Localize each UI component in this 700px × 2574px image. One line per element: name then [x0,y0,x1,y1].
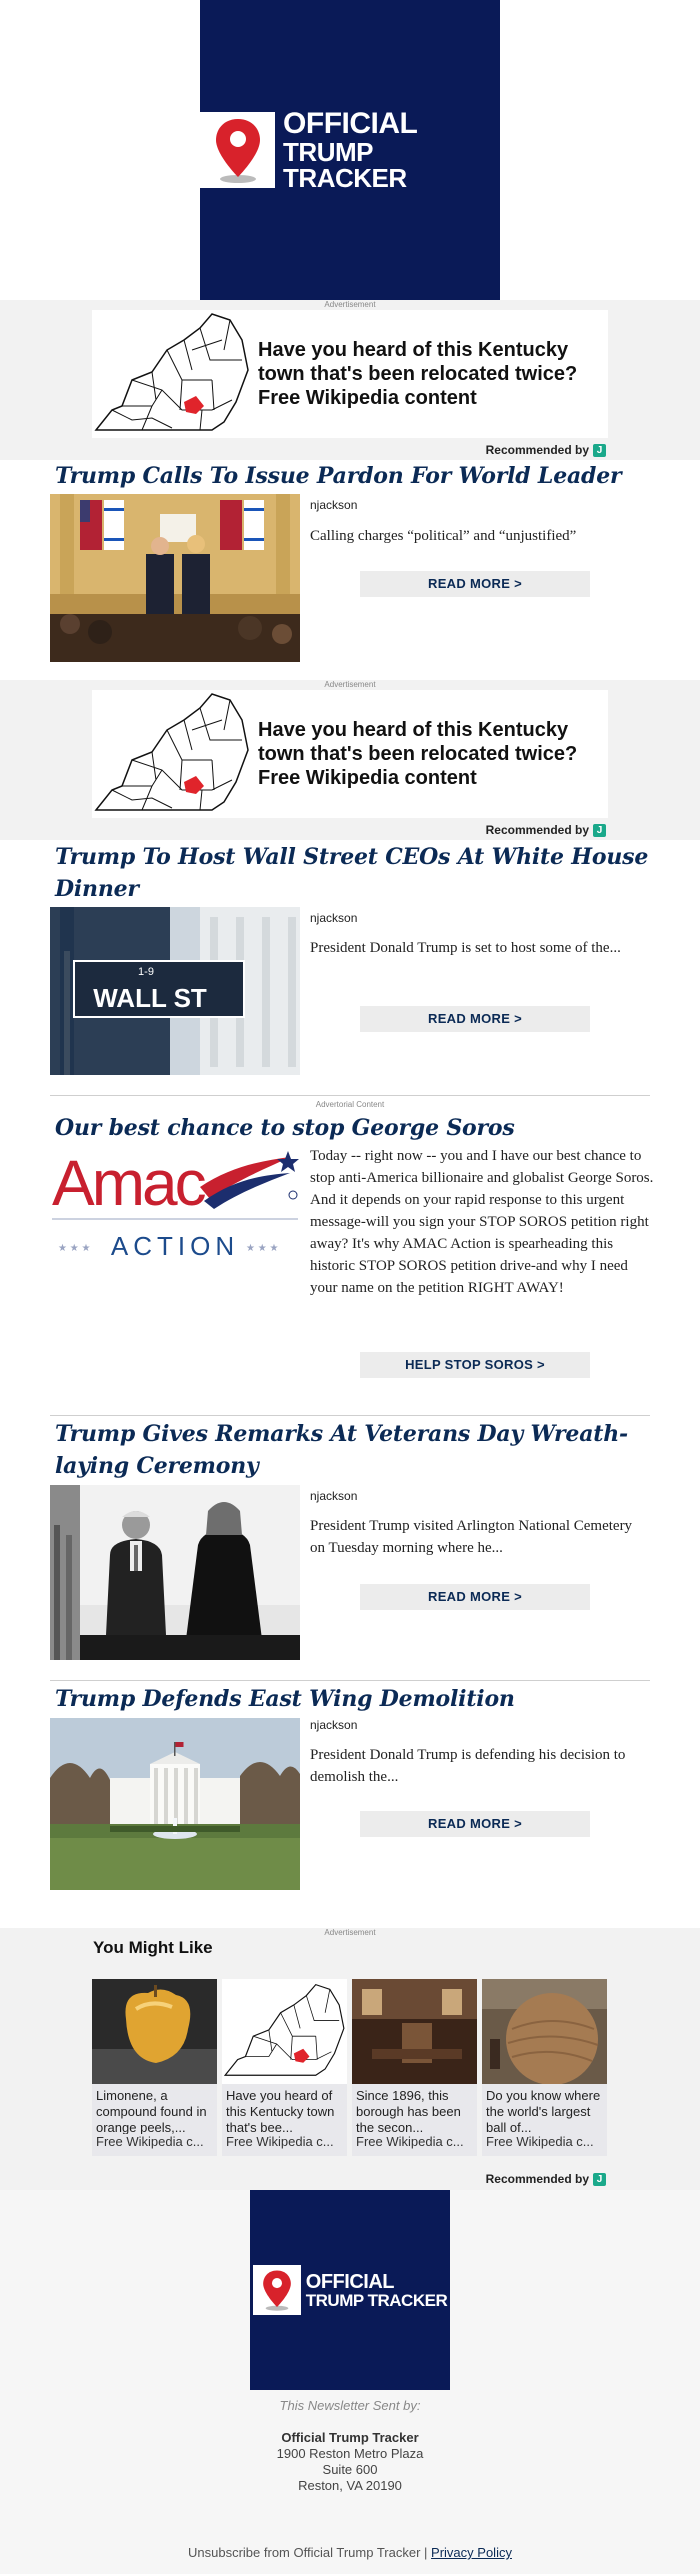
recommended-by[interactable] [486,443,606,457]
footer-links [0,2545,700,2561]
article-1 [0,460,700,680]
recommendation-source: Free Wikipedia c... [226,2134,334,2149]
map-pin-icon [253,2265,301,2315]
footer-org: Official Trump Tracker [281,2430,419,2445]
recommendation-source: Free Wikipedia c... [486,2134,594,2149]
ad-headline[interactable]: Have you heard of this Kentucky town that's been relocated twice? [258,719,578,765]
recommendation-headline: Limonene, a compound found in orange peels,... [96,2088,207,2134]
recommendation-card[interactable] [222,1979,347,2156]
ad-label: Advertisement [324,680,376,689]
advertorial-label: Advertorial Content [315,1100,385,1109]
recommendation-grid [92,1979,608,2169]
recommendation-card[interactable] [482,1979,607,2156]
ad-headline[interactable]: Have you heard of this Kentucky town that's been relocated twice? [258,339,578,385]
map-pin-icon [200,112,275,188]
article-image[interactable] [50,1718,300,1890]
article-4 [0,1680,700,1928]
article-description: President Donald Trump is defending his decision to demolish the... [310,1747,626,1785]
ad-band-2 [0,680,700,840]
recommended-by-label: Recommended by [485,823,589,837]
article-image[interactable] [50,494,300,662]
article-title[interactable]: Trump To Host Wall Street CEOs At White House Dinner [55,844,649,902]
recommendation-image [222,1979,347,2084]
article-image[interactable] [50,907,300,1075]
article-2 [0,840,700,1095]
recommended-by[interactable] [486,823,606,837]
article-description: Calling charges “political” and “unjustified” [310,528,577,544]
recommended-by-label: Recommended by [485,2172,589,2186]
article-description: President Donald Trump is set to host some of the... [310,940,621,956]
header-logo[interactable] [200,0,500,300]
recommendation-headline: Since 1896, this borough has been the secon... [356,2088,461,2134]
recommender-logo-icon: J [593,2173,606,2186]
article-3 [0,1415,700,1680]
divider [50,1680,650,1681]
street-sign-number: 1-9 [138,966,154,978]
article-author: njackson [310,911,358,925]
recommendation-source: Free Wikipedia c... [356,2134,464,2149]
promo-section [0,1095,700,1415]
divider [50,1095,650,1096]
you-might-like-title: You Might Like [93,1938,213,1957]
recommended-by[interactable] [486,2172,606,2186]
recommender-logo-icon: J [593,444,606,457]
footer-address-1: 1900 Reston Metro Plaza [276,2446,424,2461]
footer-separator: | [424,2545,428,2560]
article-title[interactable]: Trump Calls To Issue Pardon For World Leader [55,463,622,489]
kentucky-map-image [92,690,252,818]
read-more-button[interactable]: READ MORE > [360,1584,590,1610]
logo-line1: OFFICIAL [305,2270,394,2293]
read-more-button[interactable]: READ MORE > [360,1811,590,1837]
recommendation-card[interactable] [92,1979,217,2156]
promo-title[interactable]: Our best chance to stop George Soros [55,1115,515,1141]
footer-logo[interactable] [250,2190,450,2390]
recommendation-headline: Do you know where the world's largest ball of... [486,2088,601,2134]
logo-line2: TRUMP TRACKER [283,137,407,193]
ad-source: Free Wikipedia content [258,767,477,789]
svg-text:★ ★ ★: ★ ★ ★ [58,1243,91,1254]
you-might-like-section [0,1928,700,2190]
article-author: njackson [310,1718,358,1732]
recommendation-source: Free Wikipedia c... [96,2134,204,2149]
recommendation-image [352,1979,477,2084]
footer-address-3: Reston, VA 20190 [298,2478,402,2493]
article-author: njackson [310,498,358,512]
article-title[interactable]: Trump Gives Remarks At Veterans Day Wreath-laying Ceremony [55,1421,628,1479]
street-sign-text: WALL ST [93,983,207,1013]
amac-logo-action: ACTION [110,1231,240,1261]
article-author: njackson [310,1489,358,1503]
amac-logo-wordmark: Amac [52,1147,204,1219]
ad-label: Advertisement [324,1928,376,1937]
help-stop-soros-button[interactable]: HELP STOP SOROS > [360,1352,590,1378]
article-description: President Trump visited Arlington National Cemetery on Tuesday morning where he... [310,1518,633,1556]
ad-card[interactable] [92,310,608,438]
recommended-by-label: Recommended by [485,443,589,457]
amac-logo[interactable] [50,1147,300,1267]
ad-label: Advertisement [324,300,376,309]
article-image[interactable] [50,1485,300,1660]
recommendation-card[interactable] [352,1979,477,2156]
logo-line2: TRUMP TRACKER [305,2290,448,2310]
privacy-policy-link[interactable]: Privacy Policy [431,2545,512,2560]
footer-address-2: Suite 600 [322,2462,378,2477]
recommender-logo-icon: J [593,824,606,837]
logo-line1: OFFICIAL [283,107,418,140]
read-more-button[interactable]: READ MORE > [360,1006,590,1032]
svg-text:★ ★ ★: ★ ★ ★ [246,1243,279,1254]
ad-card[interactable] [92,690,608,818]
kentucky-map-image [92,310,252,438]
unsubscribe-link[interactable]: Unsubscribe from Official Trump Tracker [188,2545,421,2560]
recommendation-headline: Have you heard of this Kentucky town that's bee... [226,2088,335,2134]
promo-body: Today -- right now -- you and I have our best chance to stop anti-America billionaire and globalist George Soros. And it depends on your rapid response to this urgent message-will you sign your STOP SOROS petition right away? It's why AMAC Action is spearheading this historic STOP SOROS petition drive-and why I need your name on the petition RIGHT AWAY! [310,1148,654,1296]
recommendation-image [482,1979,607,2084]
read-more-button[interactable]: READ MORE > [360,571,590,597]
article-title[interactable]: Trump Defends East Wing Demolition [55,1686,515,1712]
ad-band-1 [0,300,700,460]
ad-source: Free Wikipedia content [258,387,477,409]
recommendation-image [92,1979,217,2084]
divider [50,1415,650,1416]
footer-sent-by: This Newsletter Sent by: [279,2398,421,2413]
